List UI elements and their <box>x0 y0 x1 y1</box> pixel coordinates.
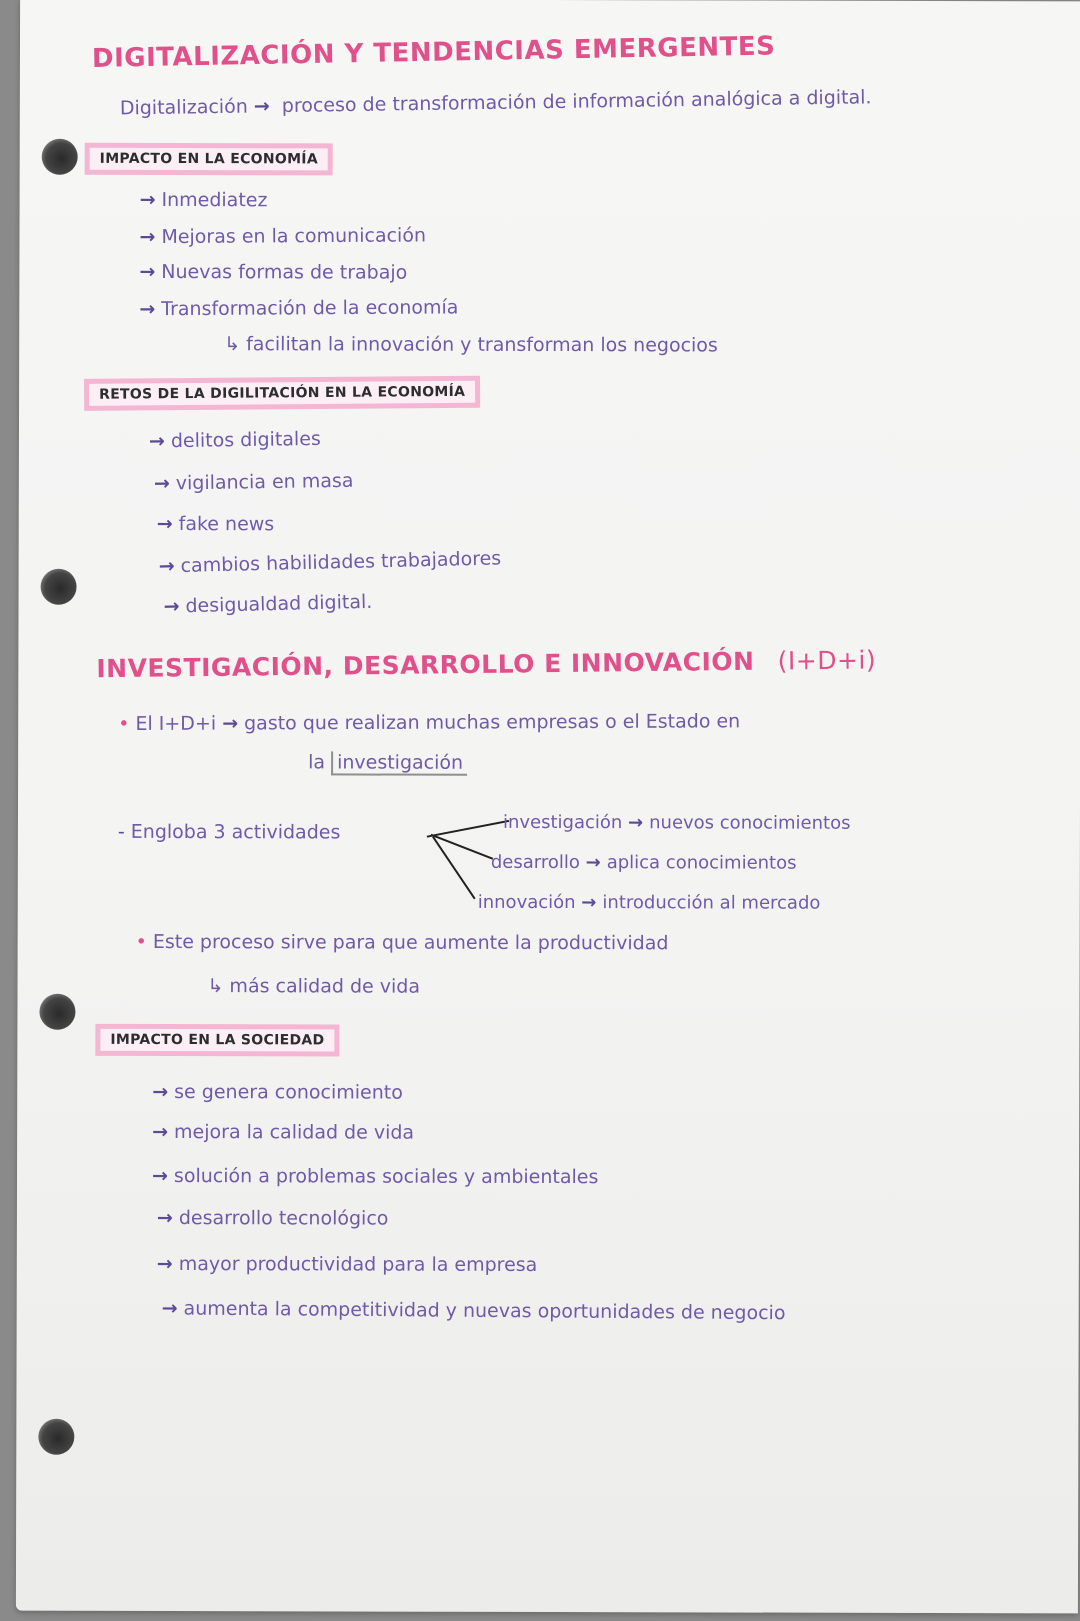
list-item <box>139 296 458 320</box>
activity-desc: nuevos conocimientos <box>649 812 851 834</box>
right-arrow-icon: → <box>628 812 644 834</box>
right-arrow-icon: → <box>581 892 597 914</box>
list-item-text: desigualdad digital. <box>185 590 373 618</box>
idi-definition-article: la <box>308 751 326 774</box>
list-item-text: delitos digitales <box>170 427 322 453</box>
activity-item <box>478 892 821 914</box>
section-title-text: INVESTIGACIÓN, DESARROLLO E INNOVACIÓN <box>96 646 755 684</box>
hook-arrow-icon: ↳ <box>207 975 224 998</box>
definition-text: proceso de transformación de información analógica a digital. <box>281 86 872 118</box>
section-title-idi <box>96 645 876 683</box>
bullet-dot-icon: • <box>135 930 147 953</box>
activity-item <box>503 812 851 834</box>
list-item <box>157 1253 538 1276</box>
right-arrow-icon: → <box>139 260 156 283</box>
list-item <box>152 1081 403 1104</box>
subheading-retos: RETOS DE LA DIGILITACIÓN EN LA ECONOMÍA <box>84 376 480 411</box>
activity-item <box>491 852 797 874</box>
right-arrow-icon: → <box>156 1206 173 1230</box>
right-arrow-icon: → <box>152 1120 169 1144</box>
activity-desc: aplica conocimientos <box>606 852 797 874</box>
idi-definition-object: investigación <box>331 751 467 775</box>
right-arrow-icon: → <box>253 95 270 118</box>
engloba-text: Engloba 3 actividades <box>130 820 341 844</box>
subheading-impacto-economia: IMPACTO EN LA ECONOMÍA <box>85 143 333 176</box>
list-item-text: vigilancia en masa <box>175 469 354 495</box>
binder-hole-icon <box>41 569 77 605</box>
productivity-line <box>136 931 669 954</box>
list-item <box>152 1165 598 1188</box>
right-arrow-icon: → <box>222 712 239 735</box>
productivity-sub <box>207 975 420 998</box>
hook-arrow-icon: ↳ <box>224 333 241 356</box>
list-item <box>163 591 372 618</box>
right-arrow-icon: → <box>156 512 173 536</box>
dash-icon: - <box>117 820 125 843</box>
list-item-text: aumenta la competitividad y nuevas oportunidades de negocio <box>183 1297 786 1325</box>
list-item-text: fake news <box>178 513 275 536</box>
list-item <box>140 189 268 211</box>
idi-definition-continued <box>308 751 467 773</box>
sub-item-text: facilitan la innovación y transforman los negocios <box>246 333 718 357</box>
notebook-page <box>16 0 1080 1613</box>
list-item <box>158 547 501 577</box>
list-item <box>157 513 275 535</box>
right-arrow-icon: → <box>148 430 166 453</box>
list-item-text: Nuevas formas de trabajo <box>161 260 408 284</box>
idi-definition <box>118 710 740 735</box>
list-item <box>149 428 321 453</box>
list-item-text: Inmediatez <box>161 188 268 212</box>
right-arrow-icon: → <box>158 555 175 578</box>
activity-desc: introducción al mercado <box>602 892 821 914</box>
list-item-text: mayor productividad para la empresa <box>178 1253 538 1276</box>
activity-name: investigación <box>502 811 623 834</box>
idi-term: El I+D+i <box>135 712 217 735</box>
productivity-text: Este proceso sirve para que aumente la productividad <box>152 930 669 955</box>
list-item-text: Mejoras en la comunicación <box>161 224 427 249</box>
subheading-impacto-sociedad: IMPACTO EN LA SOCIEDAD <box>95 1024 339 1057</box>
sub-item <box>224 333 718 356</box>
bullet-dot-icon: • <box>118 712 130 736</box>
section-title-digitalizacion: DIGITALIZACIÓN Y TENDENCIAS EMERGENTES <box>91 31 776 74</box>
right-arrow-icon: → <box>139 298 156 321</box>
section-title-suffix: (I+D+i) <box>777 645 877 676</box>
right-arrow-icon: → <box>161 1297 178 1320</box>
right-arrow-icon: → <box>156 1252 173 1276</box>
right-arrow-icon: → <box>153 472 170 495</box>
right-arrow-icon: → <box>139 226 156 249</box>
idi-definition-text: gasto que realizan muchas empresas o el Estado en <box>244 710 741 735</box>
list-item <box>139 224 426 248</box>
definition-line <box>120 86 872 119</box>
right-arrow-icon: → <box>163 595 180 618</box>
list-item-text: se genera conocimiento <box>174 1081 403 1104</box>
list-item <box>139 261 407 284</box>
list-item-text: desarrollo tecnológico <box>178 1207 389 1230</box>
list-item-text: solución a problemas sociales y ambientales <box>173 1165 599 1189</box>
right-arrow-icon: → <box>139 188 156 211</box>
list-item <box>157 1207 389 1230</box>
right-arrow-icon: → <box>585 852 601 874</box>
right-arrow-icon: → <box>152 1080 169 1104</box>
list-item-text: Transformación de la economía <box>161 296 459 321</box>
list-item-text: cambios habilidades trabajadores <box>180 547 502 577</box>
list-item <box>162 1297 786 1324</box>
list-item <box>152 1121 414 1144</box>
activity-name: desarrollo <box>490 851 580 874</box>
binder-hole-icon <box>38 1419 74 1455</box>
productivity-sub-text: más calidad de vida <box>229 975 421 998</box>
binder-hole-icon <box>39 994 75 1030</box>
binder-hole-icon <box>42 139 78 175</box>
activity-name: innovación <box>477 891 576 914</box>
definition-term: Digitalización <box>119 95 248 120</box>
right-arrow-icon: → <box>152 1164 168 1188</box>
list-item <box>154 470 354 495</box>
list-item-text: mejora la calidad de vida <box>174 1121 415 1144</box>
engloba-line <box>118 821 340 844</box>
